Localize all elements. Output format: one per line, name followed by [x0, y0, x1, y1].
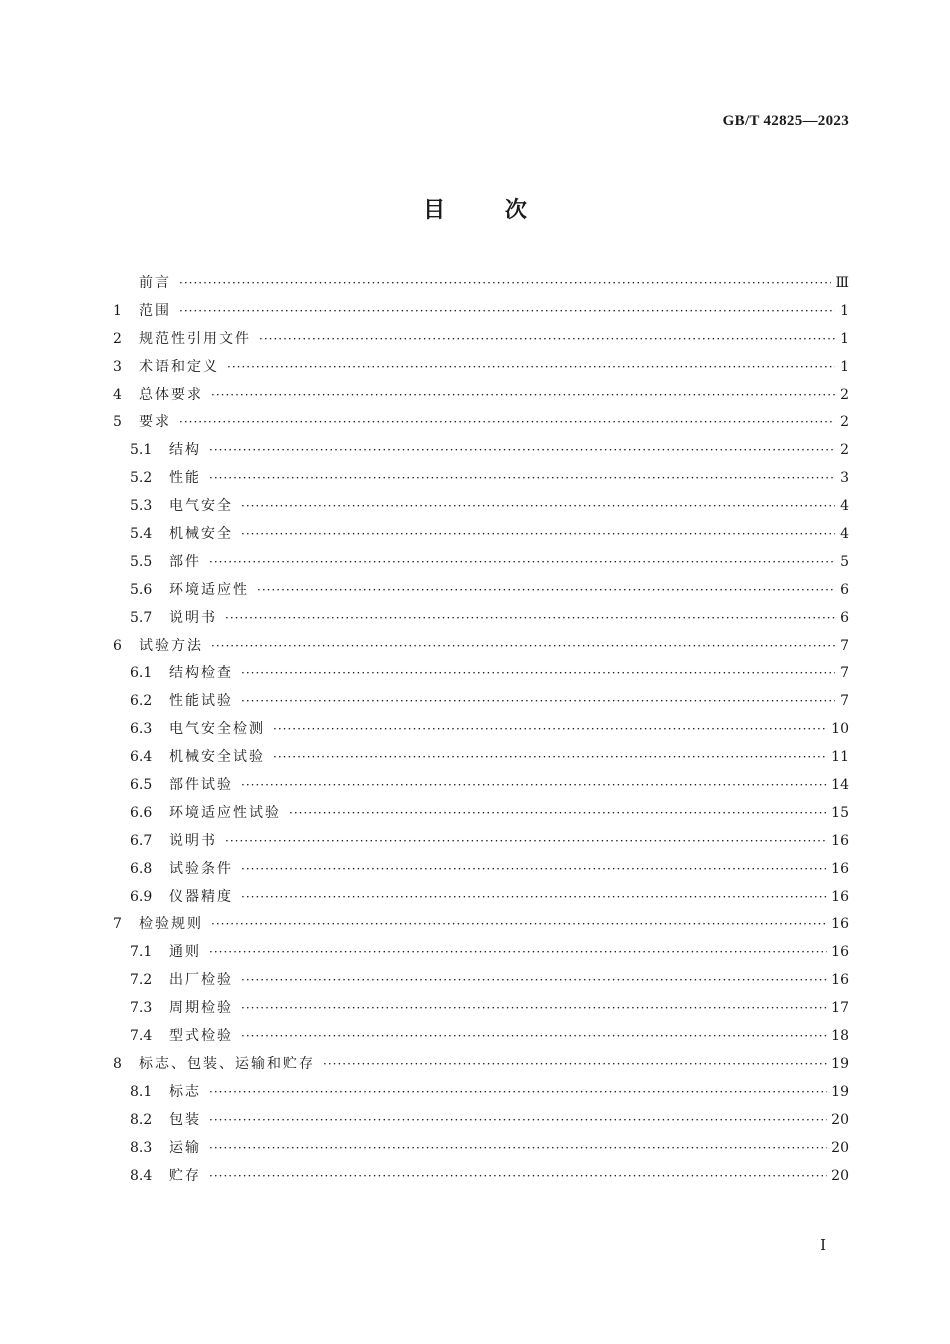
toc-entry-title: 标志、包装、运输和贮存	[139, 1055, 315, 1072]
toc-entry-title: 前言	[139, 275, 171, 291]
toc-entry-title: 部件试验	[169, 777, 233, 794]
toc-entry[interactable]	[113, 1023, 849, 1051]
toc-entry-title: 说明书	[169, 832, 217, 849]
toc-entry[interactable]	[113, 744, 849, 772]
toc-entry[interactable]	[113, 688, 849, 716]
toc-entry-number: 6.2	[130, 693, 153, 710]
dot-leader	[209, 1163, 827, 1191]
toc-entry-title: 环境适应性	[169, 581, 249, 598]
toc-entry-number: 5.1	[130, 442, 153, 459]
dot-leader	[241, 688, 835, 716]
toc-entry[interactable]	[113, 1051, 849, 1079]
toc-entry-page: 16	[831, 888, 849, 905]
toc-entry-page: 1	[840, 302, 849, 319]
toc-entry-page: 2	[840, 414, 849, 431]
toc-entry-title: 标志	[169, 1083, 201, 1100]
toc-entry-title: 检验规则	[139, 916, 203, 933]
toc-entry-title: 试验方法	[139, 637, 203, 654]
toc-entry-page: 6	[840, 609, 849, 626]
toc-entry-number: 6.4	[130, 749, 153, 766]
toc-entry-number: 6.3	[130, 721, 153, 738]
toc-entry-number: 5.6	[130, 581, 153, 598]
standard-code: GB/T 42825—2023	[722, 113, 849, 129]
toc-entry-title: 仪器精度	[169, 888, 233, 905]
toc-entry-page: 4	[840, 526, 849, 543]
toc-entry-page: 1	[840, 358, 849, 375]
toc-entry-page: 16	[831, 916, 849, 933]
dot-leader	[209, 465, 835, 493]
dot-leader	[259, 326, 835, 354]
dot-leader	[225, 605, 835, 633]
toc-entry[interactable]	[113, 716, 849, 744]
dot-leader	[241, 493, 835, 521]
dot-leader	[179, 409, 835, 437]
toc-entry[interactable]	[113, 298, 849, 326]
toc-entry-page: 6	[840, 581, 849, 598]
dot-leader	[209, 549, 835, 577]
dot-leader	[257, 577, 835, 605]
toc-entry[interactable]	[113, 1079, 849, 1107]
page-number: Ⅰ	[820, 1238, 826, 1254]
toc-entry-number: 3	[113, 358, 122, 375]
toc-entry-number: 6.7	[130, 832, 153, 849]
toc-entry-number: 6.6	[130, 804, 153, 821]
toc-entry-page: 19	[831, 1083, 849, 1100]
toc-entry[interactable]	[113, 437, 849, 465]
toc-entry[interactable]	[113, 521, 849, 549]
dot-leader	[209, 939, 827, 967]
toc-entry-title: 结构检查	[169, 665, 233, 682]
toc-entry-title: 规范性引用文件	[139, 330, 251, 347]
toc-entry[interactable]	[113, 382, 849, 410]
dot-leader	[241, 995, 827, 1023]
dot-leader	[241, 967, 827, 995]
toc-entry-number: 6.1	[130, 665, 153, 682]
toc-entry-title: 型式检验	[169, 1028, 233, 1045]
toc-entry-title: 范围	[139, 302, 171, 319]
toc-entry-number: 7.3	[130, 1000, 153, 1017]
toc-entry-title: 环境适应性试验	[169, 804, 281, 821]
toc-entry[interactable]	[113, 354, 849, 382]
toc-entry-number: 8.4	[130, 1167, 153, 1184]
toc-entry[interactable]	[113, 967, 849, 995]
toc-entry-title: 结构	[169, 442, 201, 459]
toc-entry-number: 7	[113, 916, 122, 933]
toc-entry-page: 16	[831, 944, 849, 961]
table-of-contents	[113, 270, 849, 1190]
toc-entry-page: 17	[831, 1000, 849, 1017]
toc-entry-page: 19	[831, 1055, 849, 1072]
toc-entry-title: 说明书	[169, 609, 217, 626]
toc-entry-page: 20	[831, 1139, 849, 1156]
toc-entry-title: 性能	[169, 470, 201, 487]
dot-leader	[179, 270, 831, 298]
toc-entry-number: 5.4	[130, 526, 153, 543]
toc-entry[interactable]	[113, 270, 849, 298]
toc-entry-title: 术语和定义	[139, 358, 219, 375]
toc-entry-number: 5.2	[130, 470, 153, 487]
toc-entry-page: 10	[831, 721, 849, 738]
dot-leader	[273, 716, 827, 744]
toc-entry[interactable]	[113, 800, 849, 828]
page-title: 目 次	[423, 198, 527, 223]
dot-leader	[241, 521, 835, 549]
toc-entry-page: 15	[831, 804, 849, 821]
toc-entry-number: 2	[113, 330, 122, 347]
toc-entry[interactable]	[113, 605, 849, 633]
toc-entry-page: 4	[840, 498, 849, 515]
toc-entry-number: 7.4	[130, 1028, 153, 1045]
dot-leader	[225, 828, 827, 856]
toc-entry-page: 11	[831, 749, 849, 766]
toc-entry-page: 16	[831, 860, 849, 877]
toc-entry-page: 20	[831, 1111, 849, 1128]
toc-entry-title: 运输	[169, 1139, 201, 1156]
toc-entry-page: 2	[840, 442, 849, 459]
toc-entry-title: 机械安全试验	[169, 749, 265, 766]
toc-entry[interactable]	[113, 939, 849, 967]
toc-entry-page: Ⅲ	[835, 275, 849, 291]
toc-entry-number: 5	[113, 414, 122, 431]
toc-entry-number: 5.5	[130, 553, 153, 570]
toc-entry-number: 7.2	[130, 972, 153, 989]
toc-entry-page: 7	[840, 637, 849, 654]
dot-leader	[289, 800, 827, 828]
toc-entry-title: 要求	[139, 414, 171, 431]
toc-entry-page: 14	[831, 777, 849, 794]
toc-entry-number: 8.1	[130, 1083, 153, 1100]
dot-leader	[209, 1079, 827, 1107]
toc-entry-number: 6.5	[130, 777, 153, 794]
toc-entry-number: 5.7	[130, 609, 153, 626]
toc-entry[interactable]	[113, 326, 849, 354]
toc-entry-page: 5	[840, 553, 849, 570]
dot-leader	[227, 354, 835, 382]
dot-leader	[323, 1051, 827, 1079]
toc-entry-number: 4	[113, 386, 122, 403]
toc-entry-number: 5.3	[130, 498, 153, 515]
toc-entry-title: 总体要求	[139, 386, 203, 403]
toc-entry-title: 电气安全	[169, 498, 233, 515]
toc-entry[interactable]	[113, 911, 849, 939]
toc-entry-page: 18	[831, 1028, 849, 1045]
toc-entry-page: 16	[831, 972, 849, 989]
toc-entry-page: 7	[840, 693, 849, 710]
toc-entry[interactable]	[113, 828, 849, 856]
toc-entry-page: 16	[831, 832, 849, 849]
dot-leader	[211, 633, 835, 661]
toc-entry-title: 机械安全	[169, 526, 233, 543]
toc-entry[interactable]	[113, 465, 849, 493]
toc-entry[interactable]	[113, 549, 849, 577]
toc-entry[interactable]	[113, 1135, 849, 1163]
toc-entry-title: 包装	[169, 1111, 201, 1128]
toc-entry[interactable]	[113, 409, 849, 437]
toc-entry-title: 出厂检验	[169, 972, 233, 989]
toc-entry-number: 6	[113, 637, 122, 654]
toc-entry-page: 3	[840, 470, 849, 487]
dot-leader	[273, 744, 827, 772]
toc-entry-number: 8.3	[130, 1139, 153, 1156]
toc-entry-page: 2	[840, 386, 849, 403]
dot-leader	[211, 382, 835, 410]
dot-leader	[209, 437, 835, 465]
toc-entry-number: 8	[113, 1055, 122, 1072]
toc-entry-page: 20	[831, 1167, 849, 1184]
dot-leader	[241, 1023, 827, 1051]
toc-entry-number: 6.9	[130, 888, 153, 905]
toc-entry-page: 7	[840, 665, 849, 682]
toc-entry-title: 性能试验	[169, 693, 233, 710]
toc-entry-title: 电气安全检测	[169, 721, 265, 738]
toc-entry-title: 通则	[169, 944, 201, 961]
dot-leader	[209, 1107, 827, 1135]
dot-leader	[179, 298, 835, 326]
dot-leader	[211, 911, 827, 939]
toc-entry-number: 6.8	[130, 860, 153, 877]
toc-entry[interactable]	[113, 856, 849, 884]
toc-entry[interactable]	[113, 995, 849, 1023]
toc-entry[interactable]	[113, 493, 849, 521]
toc-entry[interactable]	[113, 1107, 849, 1135]
dot-leader	[241, 660, 835, 688]
dot-leader	[241, 884, 827, 912]
dot-leader	[241, 772, 827, 800]
toc-entry-number: 1	[113, 302, 122, 319]
toc-entry[interactable]	[113, 633, 849, 661]
toc-entry[interactable]	[113, 660, 849, 688]
toc-entry-title: 部件	[169, 553, 201, 570]
toc-entry-number: 7.1	[130, 944, 153, 961]
toc-entry[interactable]	[113, 577, 849, 605]
toc-entry[interactable]	[113, 772, 849, 800]
dot-leader	[241, 856, 827, 884]
toc-entry-page: 1	[840, 330, 849, 347]
toc-entry-number: 8.2	[130, 1111, 153, 1128]
toc-entry-title: 试验条件	[169, 860, 233, 877]
toc-entry-title: 周期检验	[169, 1000, 233, 1017]
toc-entry-title: 贮存	[169, 1167, 201, 1184]
toc-entry[interactable]	[113, 884, 849, 912]
toc-entry[interactable]	[113, 1163, 849, 1191]
dot-leader	[209, 1135, 827, 1163]
